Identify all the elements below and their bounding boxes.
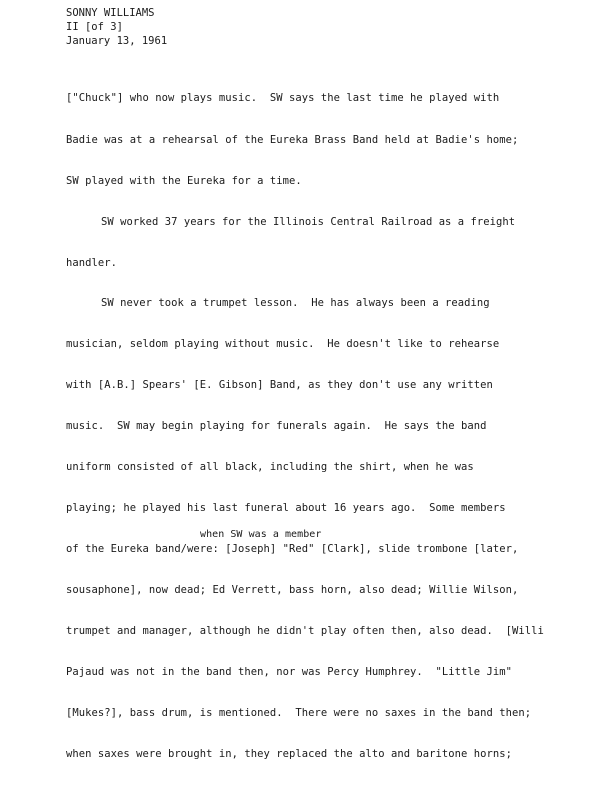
body-line: playing; he played his last funeral about 16 years ago. Some members bbox=[66, 502, 506, 514]
page-header bbox=[66, 6, 167, 48]
body-line: sousaphone], now dead; Ed Verrett, bass horn, also dead; Willie Wilson, bbox=[66, 584, 519, 596]
body-line: with [A.B.] Spears' [E. Gibson] Band, as they don't use any written bbox=[66, 379, 493, 391]
interviewee-name: SONNY WILLIAMS bbox=[66, 7, 155, 19]
body-line: uniform consisted of all black, including the shirt, when he was bbox=[66, 461, 474, 473]
body-line: SW played with the Eureka for a time. bbox=[66, 175, 302, 187]
body-line: handler. bbox=[66, 257, 117, 269]
body-line: Pajaud was not in the band then, nor was Percy Humphrey. "Little Jim" bbox=[66, 666, 513, 678]
body-line: SW never took a trumpet lesson. He has always been a reading bbox=[101, 297, 490, 309]
body-line: Badie was at a rehearsal of the Eureka Brass Band held at Badie's home; bbox=[66, 134, 519, 146]
body-line: when saxes were brought in, they replaced the alto and baritone horns; bbox=[66, 748, 513, 760]
reel-number: II [of 3] bbox=[66, 21, 123, 33]
interview-date: January 13, 1961 bbox=[66, 35, 168, 47]
body-line: [Mukes?], bass drum, is mentioned. There were no saxes in the band then; bbox=[66, 707, 532, 719]
body-line: musician, seldom playing without music. He doesn't like to rehearse bbox=[66, 338, 500, 350]
body-line: trumpet and manager, although he didn't play often then, also dead. [Willi bbox=[66, 625, 544, 637]
body-line: of the Eureka band/were: [Joseph] "Red" [Clark], slide trombone [later, bbox=[66, 543, 519, 555]
handwritten-insertion: when SW was a member bbox=[200, 529, 322, 540]
body-line: ["Chuck"] who now plays music. SW says the last time he played with bbox=[66, 92, 500, 104]
body-line: music. SW may begin playing for funerals again. He says the band bbox=[66, 420, 487, 432]
body-line: SW worked 37 years for the Illinois Central Railroad as a freight bbox=[101, 216, 516, 228]
